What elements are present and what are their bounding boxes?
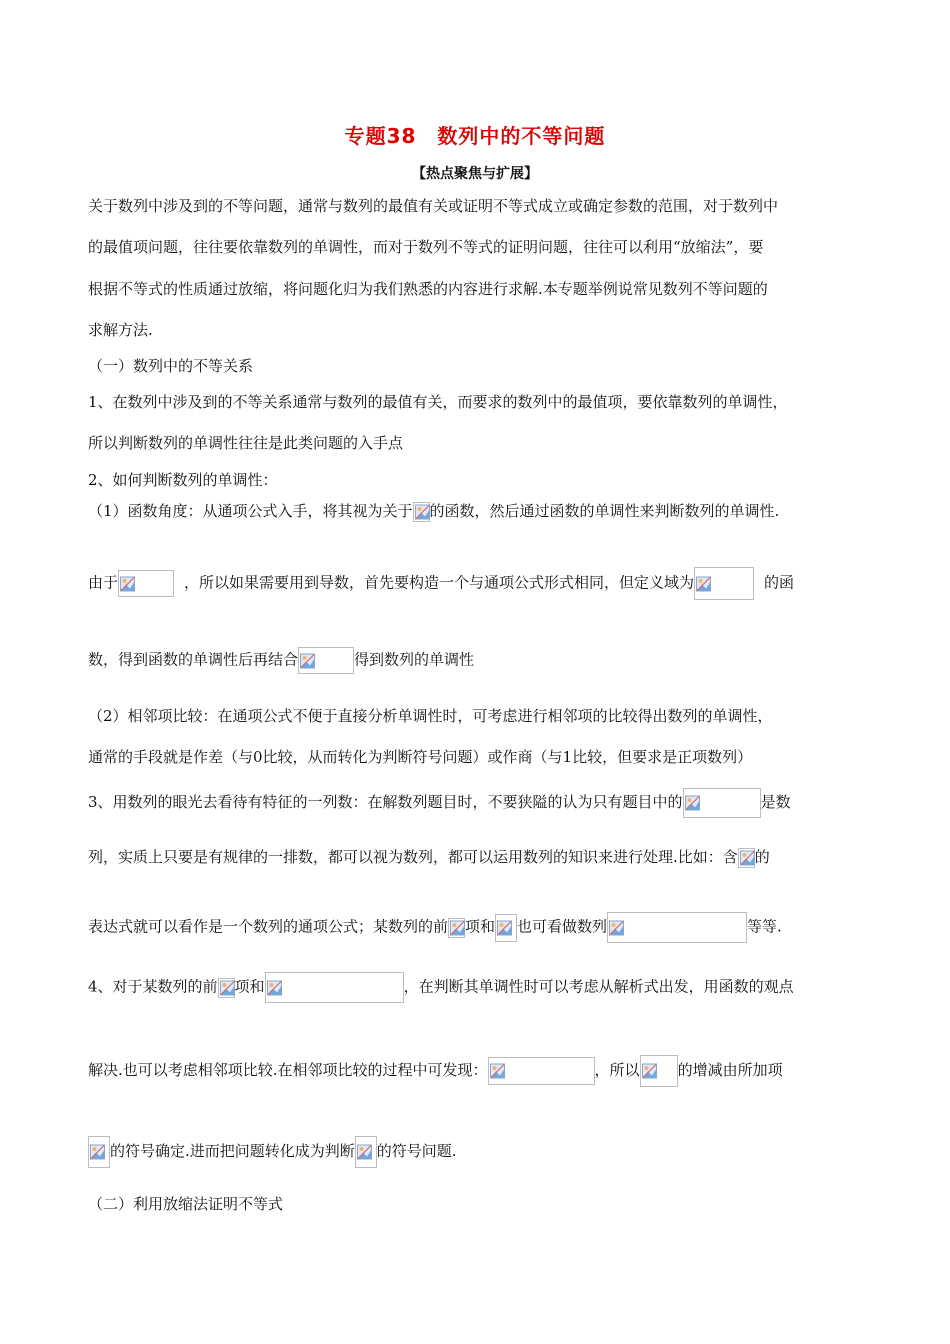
text-span: 数，得到函数的单调性后再结合 bbox=[88, 650, 299, 669]
paragraph-4-line-3 bbox=[88, 1136, 457, 1168]
paragraph-2-line-4: （2）相邻项比较：在通项公式不便于直接分析单调性时，可考虑进行相邻项的比较得出数列的单调性， bbox=[88, 707, 773, 725]
broken-image-icon bbox=[220, 980, 235, 995]
broken-image-icon bbox=[497, 920, 512, 935]
text-span: 项和 bbox=[234, 977, 265, 996]
broken-image-icon bbox=[267, 980, 282, 995]
paragraph-2-line-3 bbox=[88, 647, 474, 674]
text-span: 表达式就可以看作是一个数列的通项公式；某数列的前 bbox=[88, 917, 449, 936]
text-span: 4、对于某数列的前 bbox=[88, 977, 218, 996]
broken-image-icon bbox=[90, 1145, 105, 1160]
text-span: （1）函数角度：从通项公式入手，将其视为关于 bbox=[88, 502, 413, 520]
intro-line-4: 求解方法. bbox=[88, 321, 153, 339]
intro-line-1: 关于数列中涉及到的不等问题，通常与数列的最值有关或证明不等式成立或确定参数的范围，对于数列中 bbox=[88, 197, 779, 215]
text-span: 也可看做数列 bbox=[517, 917, 608, 936]
broken-image-icon bbox=[357, 1145, 372, 1160]
broken-image-icon bbox=[696, 576, 711, 591]
broken-image-icon bbox=[609, 920, 624, 935]
formula-image bbox=[488, 1057, 595, 1085]
text-span: ，所以 bbox=[594, 1061, 640, 1079]
paragraph-2-line-1 bbox=[88, 501, 779, 522]
text-span: 的函数，然后通过函数的单调性来判断数列的单调性. bbox=[429, 502, 780, 520]
intro-line-3: 根据不等式的性质通过放缩，将问题化归为我们熟悉的内容进行求解.本专题举例说常见数列不等问题的 bbox=[88, 280, 768, 298]
broken-image-icon bbox=[685, 796, 700, 811]
broken-image-icon bbox=[415, 505, 430, 520]
formula-image bbox=[265, 972, 404, 1003]
broken-image-icon bbox=[740, 851, 755, 866]
text-span: 的增减由所加项 bbox=[677, 1061, 783, 1079]
section-1-heading: （一）数列中的不等关系 bbox=[88, 357, 254, 375]
paragraph-2-heading: 2、如何判断数列的单调性： bbox=[88, 471, 278, 489]
formula-image bbox=[118, 570, 174, 597]
page-title: 专题38 数列中的不等问题 bbox=[344, 124, 606, 148]
formula-image bbox=[88, 1136, 110, 1168]
text-span: ，所以如果需要用到导数，首先要构造一个与通项公式形式相同，但定义域为 bbox=[184, 573, 695, 592]
text-span: 由于 bbox=[88, 573, 119, 592]
paragraph-3-line-1 bbox=[88, 788, 791, 818]
formula-image bbox=[448, 918, 465, 938]
text-span: 列，实质上只要是有规律的一排数，都可以视为数列，都可以运用数列的知识来进行处理.比如：含 bbox=[88, 848, 738, 866]
formula-image bbox=[298, 647, 354, 674]
text-span: 得到数列的单调性 bbox=[354, 650, 475, 669]
formula-image bbox=[683, 788, 761, 818]
paragraph-1-line-2: 所以判断数列的单调性往往是此类问题的入手点 bbox=[88, 434, 404, 452]
text-span: 等等. bbox=[747, 917, 782, 936]
broken-image-icon bbox=[642, 1064, 657, 1079]
broken-image-icon bbox=[490, 1064, 505, 1079]
text-span: 3、用数列的眼光去看待有特征的一列数：在解数列题目时，不要狭隘的认为只有题目中的 bbox=[88, 793, 683, 811]
paragraph-3-line-3 bbox=[88, 912, 782, 943]
intro-line-2: 的最值项问题，往往要依靠数列的单调性，而对于数列不等式的证明问题，往往可以利用“放缩法”，要 bbox=[88, 238, 764, 256]
text-span: 的符号确定.进而把问题转化成为判断 bbox=[110, 1142, 355, 1160]
formula-image bbox=[640, 1055, 678, 1087]
paragraph-3-line-2 bbox=[88, 847, 770, 868]
paragraph-2-line-2 bbox=[88, 567, 794, 600]
section-heading: 【热点聚焦与扩展】 bbox=[412, 166, 538, 182]
text-span: 项和 bbox=[465, 917, 496, 936]
formula-image bbox=[413, 502, 430, 522]
text-span: 的符号问题. bbox=[376, 1142, 457, 1160]
paragraph-1-line-1: 1、在数列中涉及到的不等关系通常与数列的最值有关，而要求的数列中的最值项，要依靠数列的单调性， bbox=[88, 393, 788, 411]
formula-image bbox=[738, 848, 755, 868]
formula-image bbox=[218, 978, 235, 998]
broken-image-icon bbox=[120, 576, 135, 591]
text-span: 的函 bbox=[764, 573, 795, 592]
text-span: 解决.也可以考虑相邻项比较.在相邻项比较的过程中可发现： bbox=[88, 1061, 488, 1079]
section-2-heading: （二）利用放缩法证明不等式 bbox=[88, 1195, 284, 1213]
formula-image bbox=[607, 912, 747, 943]
broken-image-icon bbox=[300, 653, 315, 668]
formula-image bbox=[355, 1136, 377, 1168]
paragraph-4-line-1 bbox=[88, 972, 794, 1003]
formula-image bbox=[694, 567, 754, 600]
text-span: 的 bbox=[754, 848, 770, 866]
text-span: 是数 bbox=[760, 793, 791, 811]
paragraph-2-line-5: 通常的手段就是作差（与0比较，从而转化为判断符号问题）或作商（与1比较，但要求是正项数列） bbox=[88, 748, 753, 766]
paragraph-4-line-2 bbox=[88, 1055, 783, 1087]
formula-image bbox=[495, 914, 517, 942]
broken-image-icon bbox=[450, 920, 465, 935]
text-span: ，在判断其单调性时可以考虑从解析式出发，用函数的观点 bbox=[403, 977, 794, 996]
